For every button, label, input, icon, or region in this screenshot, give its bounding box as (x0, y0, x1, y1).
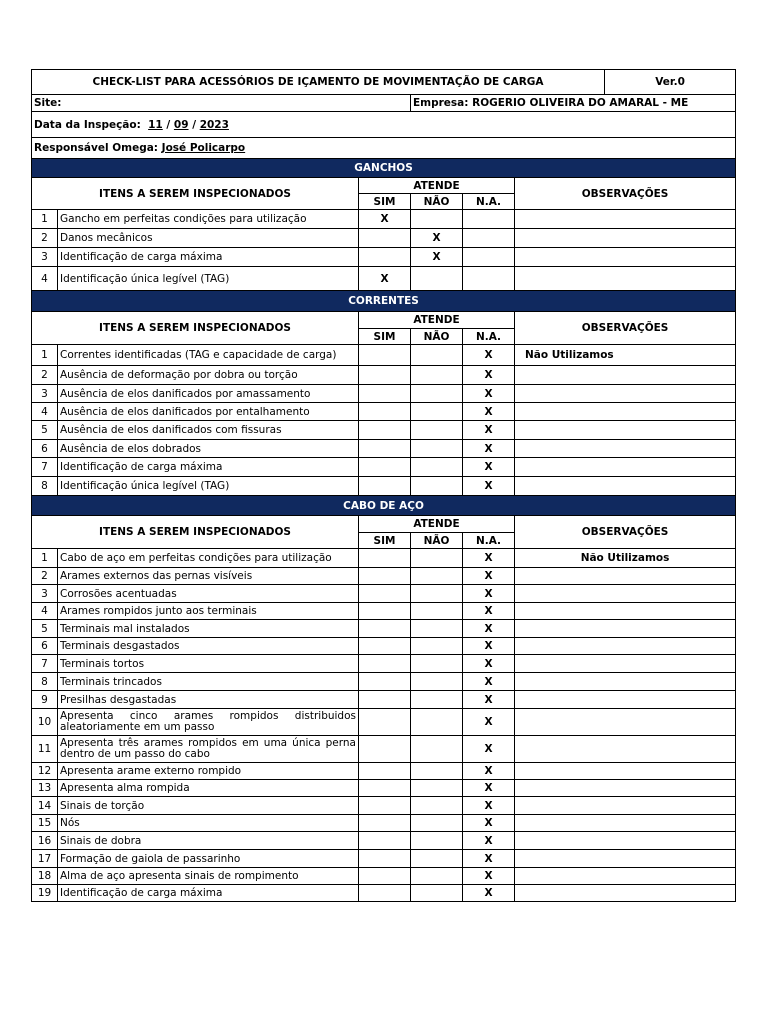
observacao: Não Utilizamos (515, 345, 736, 366)
nao-mark (411, 267, 463, 291)
data-year: 2023 (199, 118, 229, 131)
na-mark: X (463, 736, 515, 763)
table-row (32, 585, 736, 603)
item-description: Identificação de carga máxima (58, 248, 359, 267)
section-title: GANCHOS (32, 159, 736, 178)
item-number: 3 (32, 385, 58, 403)
sim-mark (359, 638, 411, 655)
observacao (515, 229, 736, 248)
item-description: Sinais de dobra (58, 832, 359, 850)
nao-mark (411, 210, 463, 229)
na-mark (463, 267, 515, 291)
na-mark: X (463, 885, 515, 902)
observacao (515, 691, 736, 709)
item-description: Formação de gaiola de passarinho (58, 850, 359, 868)
column-header-nao: NÃO (411, 329, 463, 345)
nao-mark: X (411, 248, 463, 267)
nao-mark (411, 620, 463, 638)
item-description: Identificação única legível (TAG) (58, 267, 359, 291)
sim-mark (359, 549, 411, 568)
observacao (515, 248, 736, 267)
item-description: Terminais trincados (58, 673, 359, 691)
column-header-observacoes: OBSERVAÇÕES (515, 178, 736, 210)
item-number: 6 (32, 440, 58, 458)
item-number: 19 (32, 885, 58, 902)
observacao (515, 797, 736, 815)
table-row (32, 673, 736, 691)
item-description: Alma de aço apresenta sinais de rompimento (58, 868, 359, 885)
item-number: 8 (32, 477, 58, 496)
item-number: 8 (32, 673, 58, 691)
table-row (32, 868, 736, 885)
item-number: 4 (32, 603, 58, 620)
sim-mark (359, 385, 411, 403)
table-row (32, 549, 736, 568)
item-description: Terminais tortos (58, 655, 359, 673)
column-header-observacoes: OBSERVAÇÕES (515, 516, 736, 549)
table-row (32, 421, 736, 440)
observacao (515, 458, 736, 477)
nao-mark (411, 440, 463, 458)
observacao (515, 603, 736, 620)
item-description: Correntes identificadas (TAG e capacidade de carga) (58, 345, 359, 366)
sim-mark (359, 620, 411, 638)
na-mark: X (463, 620, 515, 638)
nao-mark (411, 673, 463, 691)
data-month: 09 (173, 118, 189, 131)
item-number: 5 (32, 421, 58, 440)
na-mark (463, 248, 515, 267)
site-label: Site: (32, 95, 411, 112)
table-row (32, 267, 736, 291)
sim-mark (359, 673, 411, 691)
na-mark: X (463, 868, 515, 885)
nao-mark (411, 797, 463, 815)
na-mark: X (463, 440, 515, 458)
item-number: 2 (32, 568, 58, 585)
responsavel-value: José Policarpo (161, 142, 246, 154)
na-mark: X (463, 815, 515, 832)
item-description: Presilhas desgastadas (58, 691, 359, 709)
observacao (515, 885, 736, 902)
table-row (32, 709, 736, 736)
table-row (32, 440, 736, 458)
table-row (32, 763, 736, 780)
table-row (32, 832, 736, 850)
observacao (515, 403, 736, 421)
observacao (515, 850, 736, 868)
item-description: Identificação de carga máxima (58, 885, 359, 902)
checklist-table (31, 69, 736, 902)
item-description: Arames externos das pernas visíveis (58, 568, 359, 585)
sim-mark: X (359, 267, 411, 291)
table-row (32, 638, 736, 655)
nao-mark (411, 691, 463, 709)
sim-mark (359, 780, 411, 797)
nao-mark (411, 366, 463, 385)
observacao (515, 709, 736, 736)
item-description: Identificação de carga máxima (58, 458, 359, 477)
nao-mark (411, 655, 463, 673)
na-mark: X (463, 673, 515, 691)
observacao (515, 780, 736, 797)
sim-mark (359, 815, 411, 832)
table-row (32, 655, 736, 673)
observacao (515, 832, 736, 850)
observacao (515, 385, 736, 403)
sim-mark (359, 850, 411, 868)
sim-mark (359, 885, 411, 902)
observacao (515, 736, 736, 763)
item-description: Apresenta arame externo rompido (58, 763, 359, 780)
na-mark: X (463, 763, 515, 780)
nao-mark (411, 832, 463, 850)
na-mark (463, 210, 515, 229)
na-mark: X (463, 585, 515, 603)
table-row (32, 345, 736, 366)
table-row (32, 736, 736, 763)
item-number: 1 (32, 549, 58, 568)
column-header-na: N.A. (463, 533, 515, 549)
table-row (32, 229, 736, 248)
observacao (515, 477, 736, 496)
sim-mark (359, 736, 411, 763)
na-mark (463, 229, 515, 248)
observacao (515, 620, 736, 638)
column-header-itens: ITENS A SEREM INSPECIONADOS (32, 312, 359, 345)
table-row (32, 780, 736, 797)
nao-mark (411, 638, 463, 655)
column-header-atende: ATENDE (359, 516, 515, 533)
table-row (32, 603, 736, 620)
item-number: 6 (32, 638, 58, 655)
table-row (32, 797, 736, 815)
item-number: 16 (32, 832, 58, 850)
sim-mark (359, 345, 411, 366)
na-mark: X (463, 638, 515, 655)
table-row (32, 458, 736, 477)
nao-mark (411, 709, 463, 736)
sim-mark (359, 691, 411, 709)
sim-mark (359, 229, 411, 248)
na-mark: X (463, 832, 515, 850)
table-row (32, 210, 736, 229)
sim-mark (359, 797, 411, 815)
sim-mark (359, 655, 411, 673)
na-mark: X (463, 366, 515, 385)
item-description: Terminais desgastados (58, 638, 359, 655)
nao-mark (411, 549, 463, 568)
table-row (32, 815, 736, 832)
table-row (32, 850, 736, 868)
column-header-sim: SIM (359, 194, 411, 210)
column-header-itens: ITENS A SEREM INSPECIONADOS (32, 178, 359, 210)
empresa-value: ROGERIO OLIVEIRA DO AMARAL - ME (472, 97, 689, 109)
sim-mark (359, 709, 411, 736)
item-number: 4 (32, 267, 58, 291)
nao-mark (411, 868, 463, 885)
item-description: Sinais de torção (58, 797, 359, 815)
table-row (32, 885, 736, 902)
nao-mark: X (411, 229, 463, 248)
observacao (515, 673, 736, 691)
observacao (515, 267, 736, 291)
sim-mark (359, 248, 411, 267)
item-description: Terminais mal instalados (58, 620, 359, 638)
date-separator: / (192, 118, 197, 131)
data-day: 11 (148, 118, 163, 131)
observacao (515, 655, 736, 673)
item-description: Ausência de elos danificados por amassamento (58, 385, 359, 403)
na-mark: X (463, 345, 515, 366)
table-row (32, 477, 736, 496)
section-title: CORRENTES (32, 291, 736, 312)
nao-mark (411, 345, 463, 366)
nao-mark (411, 385, 463, 403)
item-number: 1 (32, 210, 58, 229)
na-mark: X (463, 850, 515, 868)
responsavel-field (32, 138, 736, 159)
nao-mark (411, 458, 463, 477)
column-header-na: N.A. (463, 194, 515, 210)
item-number: 13 (32, 780, 58, 797)
item-number: 1 (32, 345, 58, 366)
na-mark: X (463, 403, 515, 421)
section-title: CABO DE AÇO (32, 496, 736, 516)
item-number: 10 (32, 709, 58, 736)
responsavel-label: Responsável Omega: (34, 142, 159, 154)
observacao: Não Utilizamos (515, 549, 736, 568)
item-number: 7 (32, 458, 58, 477)
column-header-na: N.A. (463, 329, 515, 345)
observacao (515, 440, 736, 458)
item-number: 14 (32, 797, 58, 815)
sim-mark (359, 458, 411, 477)
nao-mark (411, 477, 463, 496)
nao-mark (411, 585, 463, 603)
observacao (515, 868, 736, 885)
na-mark: X (463, 709, 515, 736)
na-mark: X (463, 691, 515, 709)
nao-mark (411, 568, 463, 585)
sim-mark (359, 585, 411, 603)
empresa-field (411, 95, 736, 112)
nao-mark (411, 403, 463, 421)
item-description: Cabo de aço em perfeitas condições para utilização (58, 549, 359, 568)
observacao (515, 366, 736, 385)
table-row (32, 385, 736, 403)
item-number: 3 (32, 585, 58, 603)
sim-mark (359, 421, 411, 440)
sim-mark (359, 568, 411, 585)
item-description: Ausência de elos danificados por entalhamento (58, 403, 359, 421)
sim-mark (359, 366, 411, 385)
table-row (32, 620, 736, 638)
na-mark: X (463, 458, 515, 477)
observacao (515, 585, 736, 603)
observacao (515, 815, 736, 832)
item-description: Arames rompidos junto aos terminais (58, 603, 359, 620)
column-header-atende: ATENDE (359, 178, 515, 194)
date-separator: / (166, 118, 171, 131)
sim-mark (359, 868, 411, 885)
item-number: 15 (32, 815, 58, 832)
observacao (515, 638, 736, 655)
nao-mark (411, 421, 463, 440)
sim-mark (359, 832, 411, 850)
item-number: 12 (32, 763, 58, 780)
nao-mark (411, 763, 463, 780)
table-row (32, 403, 736, 421)
column-header-atende: ATENDE (359, 312, 515, 329)
nao-mark (411, 815, 463, 832)
na-mark: X (463, 603, 515, 620)
sim-mark (359, 477, 411, 496)
observacao (515, 763, 736, 780)
column-header-observacoes: OBSERVAÇÕES (515, 312, 736, 345)
item-description: Apresenta alma rompida (58, 780, 359, 797)
na-mark: X (463, 655, 515, 673)
item-number: 7 (32, 655, 58, 673)
data-inspecao-field (32, 112, 736, 138)
nao-mark (411, 780, 463, 797)
item-description: Nós (58, 815, 359, 832)
item-description: Danos mecânicos (58, 229, 359, 248)
sim-mark (359, 603, 411, 620)
table-row (32, 366, 736, 385)
item-description: Corrosões acentuadas (58, 585, 359, 603)
data-inspecao-label: Data da Inspeção: (34, 118, 141, 131)
item-number: 11 (32, 736, 58, 763)
empresa-label: Empresa: (413, 97, 469, 109)
item-description: Ausência de elos dobrados (58, 440, 359, 458)
table-row (32, 691, 736, 709)
column-header-itens: ITENS A SEREM INSPECIONADOS (32, 516, 359, 549)
column-header-nao: NÃO (411, 533, 463, 549)
table-row (32, 568, 736, 585)
observacao (515, 421, 736, 440)
item-number: 2 (32, 366, 58, 385)
na-mark: X (463, 568, 515, 585)
na-mark: X (463, 385, 515, 403)
observacao (515, 210, 736, 229)
item-number: 3 (32, 248, 58, 267)
nao-mark (411, 850, 463, 868)
item-number: 9 (32, 691, 58, 709)
na-mark: X (463, 780, 515, 797)
sim-mark (359, 763, 411, 780)
na-mark: X (463, 549, 515, 568)
item-number: 2 (32, 229, 58, 248)
observacao (515, 568, 736, 585)
item-number: 4 (32, 403, 58, 421)
table-row (32, 248, 736, 267)
item-description: Apresenta cinco arames rompidos distribuidos aleatoriamente em um passo (58, 709, 359, 736)
nao-mark (411, 736, 463, 763)
item-number: 18 (32, 868, 58, 885)
item-description: Apresenta três arames rompidos em uma única perna dentro de um passo do cabo (58, 736, 359, 763)
column-header-nao: NÃO (411, 194, 463, 210)
item-description: Identificação única legível (TAG) (58, 477, 359, 496)
sim-mark (359, 440, 411, 458)
version-label: Ver.0 (605, 70, 736, 95)
na-mark: X (463, 797, 515, 815)
column-header-sim: SIM (359, 329, 411, 345)
document-title: CHECK-LIST PARA ACESSÓRIOS DE IÇAMENTO DE MOVIMENTAÇÃO DE CARGA (32, 70, 605, 95)
na-mark: X (463, 421, 515, 440)
nao-mark (411, 603, 463, 620)
na-mark: X (463, 477, 515, 496)
sim-mark: X (359, 210, 411, 229)
item-description: Gancho em perfeitas condições para utilização (58, 210, 359, 229)
item-description: Ausência de deformação por dobra ou torção (58, 366, 359, 385)
nao-mark (411, 885, 463, 902)
item-number: 5 (32, 620, 58, 638)
item-description: Ausência de elos danificados com fissuras (58, 421, 359, 440)
column-header-sim: SIM (359, 533, 411, 549)
item-number: 17 (32, 850, 58, 868)
sim-mark (359, 403, 411, 421)
